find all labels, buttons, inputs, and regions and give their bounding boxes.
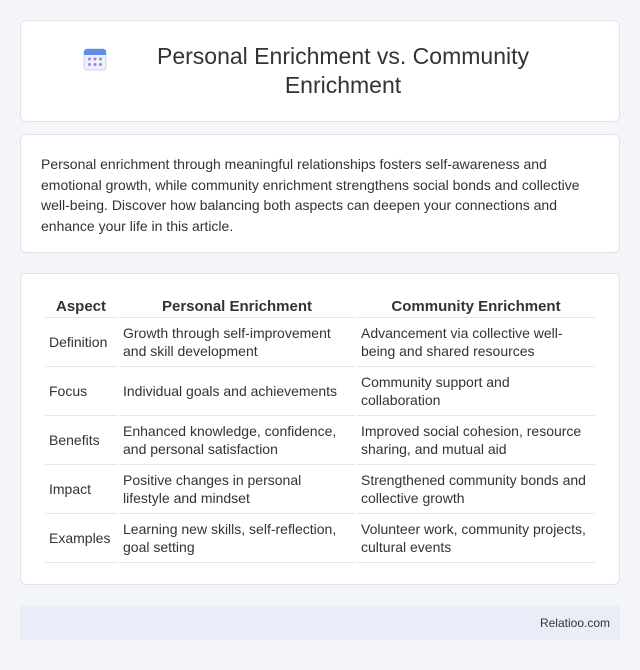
table-row <box>45 465 595 514</box>
cell-community: Volunteer work, community projects, cultural events <box>357 514 595 563</box>
title-wrap <box>82 42 558 100</box>
cell-aspect: Definition <box>45 318 117 367</box>
cell-personal: Positive changes in personal lifestyle and mindset <box>119 465 355 514</box>
intro-text: Personal enrichment through meaningful relationships fosters self-awareness and emotional growth, while community enrichment strengthens social bonds and collective well-being. Discover how balancing both aspects can deepen your connections and enhance your life in this article. <box>41 156 580 234</box>
cell-aspect: Impact <box>45 465 117 514</box>
cell-community: Strengthened community bonds and collective growth <box>357 465 595 514</box>
comparison-table <box>43 294 597 563</box>
cell-aspect: Focus <box>45 367 117 416</box>
cell-personal: Enhanced knowledge, confidence, and personal satisfaction <box>119 416 355 465</box>
cell-aspect: Examples <box>45 514 117 563</box>
cell-personal: Growth through self-improvement and skill development <box>119 318 355 367</box>
table-row <box>45 367 595 416</box>
table-header-row <box>45 294 595 318</box>
cell-aspect: Benefits <box>45 416 117 465</box>
table-card <box>20 273 620 585</box>
cell-community: Community support and collaboration <box>357 367 595 416</box>
header-personal: Personal Enrichment <box>119 294 355 318</box>
footer-brand[interactable]: Relatioo.com <box>539 616 610 630</box>
footer <box>20 606 620 640</box>
title-card <box>20 20 620 122</box>
page-title: Personal Enrichment vs. Community Enrichment <box>157 43 529 98</box>
cell-personal: Individual goals and achievements <box>119 367 355 416</box>
table-row <box>45 514 595 563</box>
cell-community: Improved social cohesion, resource sharing, and mutual aid <box>357 416 595 465</box>
header-community: Community Enrichment <box>357 294 595 318</box>
intro-card <box>20 134 620 253</box>
cell-personal: Learning new skills, self-reflection, goal setting <box>119 514 355 563</box>
table-row <box>45 318 595 367</box>
calendar-icon <box>82 46 108 72</box>
header-aspect: Aspect <box>45 294 117 318</box>
cell-community: Advancement via collective well-being and shared resources <box>357 318 595 367</box>
table-row <box>45 416 595 465</box>
